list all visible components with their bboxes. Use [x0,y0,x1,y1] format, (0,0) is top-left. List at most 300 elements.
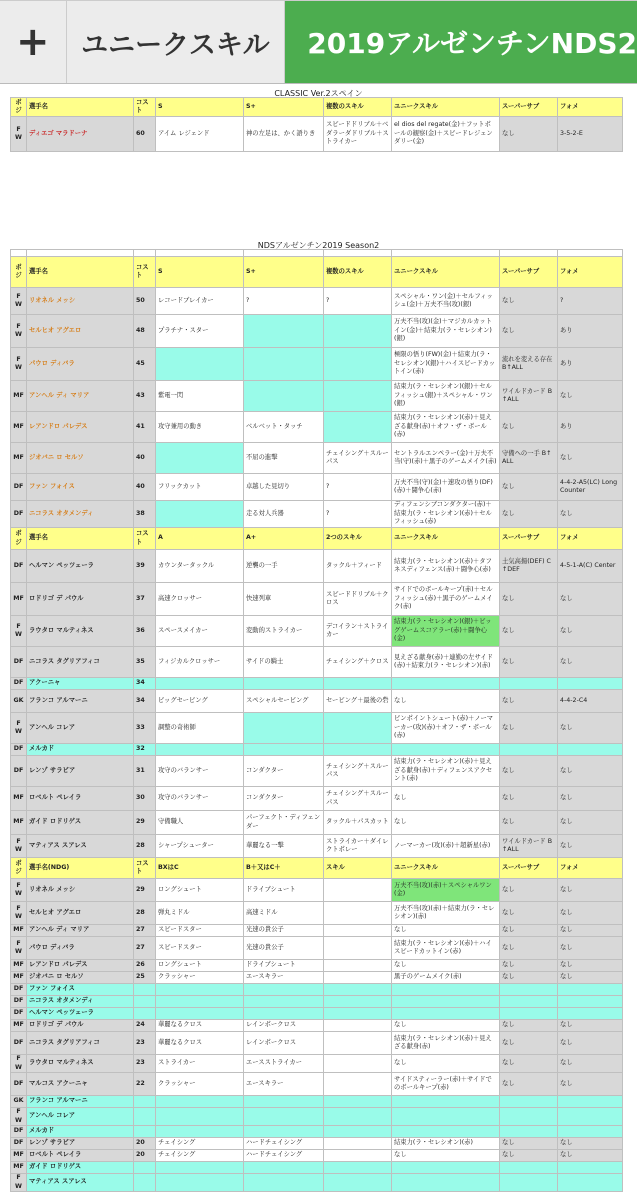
cell-pos: FW [11,616,27,647]
cell-pos: FW [11,1174,27,1192]
cell-cost: 33 [134,713,156,744]
cell-super-sub: ワイルドカード B↑ALL [500,381,558,412]
cell-super-sub: なし [500,1032,558,1055]
player-row [11,1096,623,1108]
cell-super-sub [500,984,558,996]
cell-cost [134,1174,156,1192]
cell-skill-a [156,501,244,528]
cell-unique-skill: 結束力(ラ・セレシオン)(赤)＋タフネスディフェンス(赤)＋闘争心(赤) [392,550,500,583]
cell-super-sub [500,1174,558,1192]
cell-name: ガイド ロドリゲス [27,1162,134,1174]
cell-cost: 20 [134,1138,156,1150]
player-row [11,787,623,811]
player-row [11,1055,623,1073]
cell-skill-b [244,315,324,348]
cell-skill-b: 不屈の進撃 [244,443,324,474]
cell-multi-skill: ? [324,474,392,501]
header-skill-b: S+ [244,257,324,288]
header-skill-a: A [156,528,244,550]
cell-name: リオネル メッシ [27,288,134,315]
cell-skill-a [156,1008,244,1020]
cell-formation: なし [558,1055,623,1073]
player-row [11,1073,623,1096]
cell-multi-skill [324,678,392,690]
cell-super-sub: なし [500,315,558,348]
player-row [11,1126,623,1138]
cell-skill-a: スピードスター [156,937,244,960]
cell-skill-a [156,348,244,381]
cell-pos: FW [11,879,27,902]
cell-pos: GK [11,1096,27,1108]
cell-cost: 31 [134,756,156,787]
cell-skill-a: レコードブレイカー [156,288,244,315]
cell-cost: 30 [134,787,156,811]
cell-unique-skill: ディフェンシブコンダクター(赤)＋結束力(ラ・セレシオン)(赤)＋セルフィッシュ(赤) [392,501,500,528]
cell-skill-b: レインボークロス [244,1032,324,1055]
cell-unique-skill [392,744,500,756]
cell-unique-skill: 結束力(ラ・セレシオン)(銀)＋ビッグゲームスコアラー(赤)＋闘争心(金) [392,616,500,647]
cell-multi-skill: スピードドリブル＋クロス [324,583,392,616]
player-row [11,1162,623,1174]
player-row [11,1138,623,1150]
player-row [11,996,623,1008]
cell-cost: 38 [134,501,156,528]
player-row [11,381,623,412]
cell-unique-skill: 見えざる献身(赤)＋連勤の左サイド(赤)＋結束力(ラ・セレシオン)(赤) [392,647,500,678]
cell-name: ラウタロ マルティネス [27,1055,134,1073]
cell-name: アンヘル ディ マリア [27,925,134,937]
header-skill-b: A+ [244,528,324,550]
player-row [11,412,623,443]
cell-unique-skill: なし [392,690,500,713]
cell-cost: 39 [134,550,156,583]
cell-skill-b [244,713,324,744]
cell-multi-skill: スピードドリブル＋ベダラーダドリブル＋ストライカー [324,117,392,152]
header-unique-skill: ユニークスキル [392,257,500,288]
cell-formation: 4-4-2-A5(LC) Long Counter [558,474,623,501]
cell-formation: あり [558,348,623,381]
cell-skill-b: コンダクター [244,787,324,811]
cell-skill-a: 攻守兼用の動き [156,412,244,443]
spacer-cell [558,250,623,257]
cell-multi-skill: タックル＋フィード [324,550,392,583]
cell-cost [134,1096,156,1108]
cell-name: メルカド [27,1126,134,1138]
cell-pos: DF [11,984,27,996]
cell-formation: なし [558,583,623,616]
cell-pos: FW [11,902,27,925]
classic-title: CLASSIC Ver.2スペイン [274,89,363,98]
cell-pos: MF [11,787,27,811]
cell-cost: 28 [134,835,156,858]
cell-name: リオネル メッシ [27,879,134,902]
player-row [11,501,623,528]
cell-multi-skill [324,1108,392,1126]
cell-pos: MF [11,381,27,412]
cell-super-sub: なし [500,616,558,647]
cell-multi-skill [324,1032,392,1055]
cell-cost: 37 [134,583,156,616]
cell-name: レンゾ サラビア [27,1138,134,1150]
cell-cost: 43 [134,381,156,412]
cell-skill-a [156,1108,244,1126]
cell-pos: MF [11,1162,27,1174]
cell-name: フランコ アルマーニ [27,690,134,713]
header-multi-skill: 複数のスキル [324,98,392,117]
cell-name: メルカド [27,744,134,756]
cell-skill-b: 逆襲の一手 [244,550,324,583]
cell-formation: なし [558,616,623,647]
cell-super-sub: なし [500,288,558,315]
cell-skill-a: スペースメイカー [156,616,244,647]
cell-super-sub: なし [500,902,558,925]
cell-unique-skill [392,996,500,1008]
cell-formation: なし [558,1073,623,1096]
cell-skill-b: 快速列車 [244,583,324,616]
header-super-sub: スーパーサブ [500,858,558,879]
cell-skill-b [244,678,324,690]
cell-unique-skill: 結束力(ラ・セレシオン)(赤)＋見えざる献身(赤)＋オフ・ザ・ボール(赤) [392,412,500,443]
cell-formation [558,1174,623,1192]
cell-cost [134,1108,156,1126]
cell-skill-a: フリックカット [156,474,244,501]
cell-multi-skill [324,315,392,348]
cell-pos: GK [11,690,27,713]
cell-formation: あり [558,412,623,443]
cell-multi-skill [324,902,392,925]
cell-unique-skill [392,1108,500,1126]
header-name: 選手名 [27,257,134,288]
cell-skill-a [156,744,244,756]
cell-name: マルコス アクーニャ [27,1073,134,1096]
cell-formation [558,678,623,690]
cell-unique-skill [392,1096,500,1108]
cell-formation [558,984,623,996]
cell-pos: FW [11,1055,27,1073]
cell-cost [134,996,156,1008]
cell-skill-b: ハードチェイシング [244,1138,324,1150]
cell-cost: 34 [134,678,156,690]
cell-unique-skill: 極限の悟り(FW)(金)＋結束力(ラ・セレシオン)(銀)＋ハイスピードカットイン(赤) [392,348,500,381]
cell-skill-a [156,984,244,996]
player-row [11,1032,623,1055]
spacer-cell [244,250,324,257]
cell-skill-b: 華麗なる一撃 [244,835,324,858]
cell-formation [558,1096,623,1108]
cell-skill-b [244,348,324,381]
header-name: 選手名 [27,98,134,117]
cell-cost: 48 [134,315,156,348]
cell-unique-skill [392,1008,500,1020]
cell-pos: DF [11,1126,27,1138]
cell-pos: DF [11,550,27,583]
cell-multi-skill: ? [324,288,392,315]
cell-unique-skill: ピンポイントシュート(赤)＋ノーマーカー(攻)(赤)＋オフ・ザ・ボール(赤) [392,713,500,744]
cell-multi-skill [324,1055,392,1073]
cell-skill-a: クラッシャー [156,972,244,984]
cell-name: ガイド ロドリゲス [27,811,134,835]
cell-super-sub: なし [500,1020,558,1032]
cell-skill-b [244,1108,324,1126]
player-row [11,443,623,474]
cell-skill-a: 弾丸ミドル [156,902,244,925]
cell-pos: FW [11,835,27,858]
cell-unique-skill [392,678,500,690]
player-row [11,960,623,972]
cell-skill-b: 光速の貴公子 [244,925,324,937]
cell-multi-skill [324,937,392,960]
cell-cost [134,1162,156,1174]
cell-unique-skill: 万夫不当(守)(金)＋速攻の悟り(DF)(赤)＋闘争心(赤) [392,474,500,501]
cell-name: マティアス スアレス [27,1174,134,1192]
cell-formation: なし [558,501,623,528]
cell-name: ヘルマン ペッツェーラ [27,550,134,583]
cell-name: パウロ ディバラ [27,937,134,960]
cell-unique-skill: 黒子のゲームメイク(赤) [392,972,500,984]
cell-skill-b [244,1174,324,1192]
cell-pos: DF [11,756,27,787]
cell-pos: DF [11,647,27,678]
cell-skill-a: 華麗なるクロス [156,1032,244,1055]
cell-super-sub: なし [500,811,558,835]
cell-skill-a [156,1174,244,1192]
cell-formation: なし [558,381,623,412]
header-pos: ポジ [11,528,27,550]
cell-cost: 23 [134,1032,156,1055]
header-skill-b: S+ [244,98,324,117]
header-unique-skill: ユニークスキル [392,858,500,879]
spacer-cell [11,250,27,257]
cell-super-sub: ワイルドカード B↑ALL [500,835,558,858]
cell-super-sub [500,744,558,756]
cell-cost: 27 [134,937,156,960]
header-formation: フォメ [558,528,623,550]
cell-unique-skill: スペシャル・ワン(金)＋セルフィッシュ(金)＋万夫不当(攻)(銀) [392,288,500,315]
cell-super-sub: なし [500,1138,558,1150]
cell-unique-skill: 結束力(ラ・セレシオン)(赤) [392,1138,500,1150]
cell-multi-skill [324,960,392,972]
cell-skill-b: 高速ミドル [244,902,324,925]
cell-pos: DF [11,1008,27,1020]
tab-unique-skill[interactable]: ユニークスキル [67,1,286,83]
cell-multi-skill: ? [324,501,392,528]
cell-formation: なし [558,1150,623,1162]
header-skill-a: S [156,257,244,288]
cell-cost [134,1008,156,1020]
cell-name: ジオバニ ロ セルソ [27,443,134,474]
cell-unique-skill: 万夫不当(攻)(赤)＋スペシャルワン(金) [392,879,500,902]
cell-name: ヘルマン ペッツェーラ [27,1008,134,1020]
cell-cost: 41 [134,412,156,443]
cell-unique-skill [392,1126,500,1138]
cell-cost: 35 [134,647,156,678]
cell-name: ジオバニ ロ セルソ [27,972,134,984]
player-row [11,925,623,937]
cell-unique-skill: なし [392,1055,500,1073]
cell-cost [134,984,156,996]
cell-pos: MF [11,811,27,835]
cell-cost [134,1126,156,1138]
player-row [11,1108,623,1126]
cell-skill-b [244,1126,324,1138]
add-tab-button[interactable] [0,1,67,83]
cell-skill-a: 調整の奇術師 [156,713,244,744]
plus-icon: + [15,19,50,65]
cell-cost: 34 [134,690,156,713]
cell-skill-b: スペシャルセービング [244,690,324,713]
header-skill-a: S [156,98,244,117]
cell-super-sub: 守備への一手 B↑ALL [500,443,558,474]
header-skill-b: B＋又はC＋ [244,858,324,879]
cell-super-sub: なし [500,690,558,713]
header-formation: フォメ [558,858,623,879]
cell-cost: 40 [134,443,156,474]
cell-skill-a: チェイシング [156,1138,244,1150]
cell-formation [558,996,623,1008]
cell-unique-skill: サイドでのボールキープ(赤)＋セルフィッシュ(赤)＋黒子のゲームメイク(赤) [392,583,500,616]
cell-cost: 50 [134,288,156,315]
cell-pos: DF [11,1073,27,1096]
cell-unique-skill: el dios del regate(金)＋フットボールの観察(金)＋スピードレジェンダリー(金) [392,117,500,152]
cell-skill-a: スピードスター [156,925,244,937]
cell-formation: なし [558,879,623,902]
cell-name: マティアス スアレス [27,835,134,858]
player-row [11,678,623,690]
cell-super-sub: なし [500,647,558,678]
header-super-sub: スーパーサブ [500,98,558,117]
cell-name: ロドリゴ デ パウル [27,1020,134,1032]
cell-formation [558,744,623,756]
cell-pos: FW [11,348,27,381]
cell-unique-skill: なし [392,925,500,937]
cell-name: セルヒオ アグエロ [27,315,134,348]
cell-name: アンヘル コレア [27,1108,134,1126]
cell-formation: 4-4-2-C4 [558,690,623,713]
cell-name: アンヘル コレア [27,713,134,744]
player-row [11,1008,623,1020]
cell-formation: ? [558,288,623,315]
nds-title: NDSアルゼンチン2019 Season2 [257,241,380,250]
cell-cost: 28 [134,902,156,925]
cell-pos: MF [11,443,27,474]
cell-multi-skill: チェイシング＋スルーパス [324,787,392,811]
header-unique-skill: ユニークスキル [392,528,500,550]
cell-pos: FW [11,117,27,152]
cell-super-sub [500,1096,558,1108]
cell-cost: 20 [134,1150,156,1162]
cell-formation: なし [558,756,623,787]
tab-argentina-nds2[interactable]: 2019アルゼンチンNDS2 [285,1,637,83]
cell-formation: なし [558,1020,623,1032]
cell-skill-a [156,443,244,474]
header-row [11,257,623,288]
cell-pos: FW [11,937,27,960]
cell-skill-a: 高速クロッサー [156,583,244,616]
cell-super-sub [500,996,558,1008]
cell-formation: なし [558,925,623,937]
cell-skill-b [244,1008,324,1020]
cell-skill-a: シャープシューター [156,835,244,858]
cell-formation: 3-5-2-E [558,117,623,152]
cell-skill-a [156,1126,244,1138]
cell-super-sub: なし [500,583,558,616]
cell-cost: 22 [134,1073,156,1096]
header-multi-skill: 2つのスキル [324,528,392,550]
spacer-row [11,250,623,257]
cell-multi-skill [324,1008,392,1020]
cell-name: ディエゴ マラドーナ [27,117,134,152]
cell-super-sub: なし [500,787,558,811]
cell-multi-skill [324,1020,392,1032]
spacer-cell [392,250,500,257]
cell-skill-b: ハードチェイシング [244,1150,324,1162]
cell-multi-skill: チェイシング＋スルーパス [324,756,392,787]
cell-pos: DF [11,474,27,501]
player-row [11,690,623,713]
cell-skill-b: エースストライカー [244,1055,324,1073]
cell-pos: DF [11,1032,27,1055]
header-name: 選手名(NDG) [27,858,134,879]
cell-pos: DF [11,996,27,1008]
cell-pos: DF [11,744,27,756]
cell-skill-b: コンダクター [244,756,324,787]
cell-super-sub: なし [500,474,558,501]
cell-skill-b: エースキラー [244,1073,324,1096]
cell-unique-skill: ノーマーカー(攻)(赤)＋超新星(赤) [392,835,500,858]
cell-super-sub [500,1008,558,1020]
cell-multi-skill [324,1162,392,1174]
cell-multi-skill [324,925,392,937]
cell-name: アンヘル ディ マリア [27,381,134,412]
cell-multi-skill: デコイラン＋ストライカー [324,616,392,647]
cell-skill-a: 華麗なるクロス [156,1020,244,1032]
header-formation: フォメ [558,257,623,288]
header-pos: ポジ [11,98,27,117]
cell-multi-skill: チェイシング＋スルーパス [324,443,392,474]
cell-skill-b: 走る対人兵器 [244,501,324,528]
cell-name: ラウタロ マルティネス [27,616,134,647]
cell-super-sub: なし [500,1055,558,1073]
cell-cost: 29 [134,811,156,835]
cell-super-sub: なし [500,937,558,960]
cell-unique-skill: なし [392,960,500,972]
cell-formation: なし [558,811,623,835]
cell-multi-skill [324,713,392,744]
cell-formation [558,1108,623,1126]
cell-multi-skill: ストライカー＋ダイレクトボレー [324,835,392,858]
cell-cost: 24 [134,1020,156,1032]
cell-unique-skill: 結束力(ラ・セレシオン)(赤)＋ハイスピードカットイン(赤) [392,937,500,960]
cell-formation: なし [558,835,623,858]
cell-pos: MF [11,412,27,443]
cell-unique-skill: 結束力(ラ・セレシオン)(赤)＋見えざる献身(赤)＋ディフェンスアクセント(赤) [392,756,500,787]
header-pos: ポジ [11,858,27,879]
cell-pos: MF [11,1020,27,1032]
player-row [11,647,623,678]
cell-formation: なし [558,647,623,678]
cell-multi-skill: タックル＋パスカット [324,811,392,835]
cell-name: ファン フォイス [27,474,134,501]
cell-skill-a: クラッシャー [156,1073,244,1096]
cell-cost: 60 [134,117,156,152]
cell-formation: なし [558,972,623,984]
player-row [11,984,623,996]
cell-pos: DF [11,501,27,528]
cell-skill-b: パーフェクト・ディフェンダー [244,811,324,835]
cell-formation: なし [558,902,623,925]
cell-unique-skill [392,984,500,996]
cell-skill-b: ドライブシュート [244,960,324,972]
